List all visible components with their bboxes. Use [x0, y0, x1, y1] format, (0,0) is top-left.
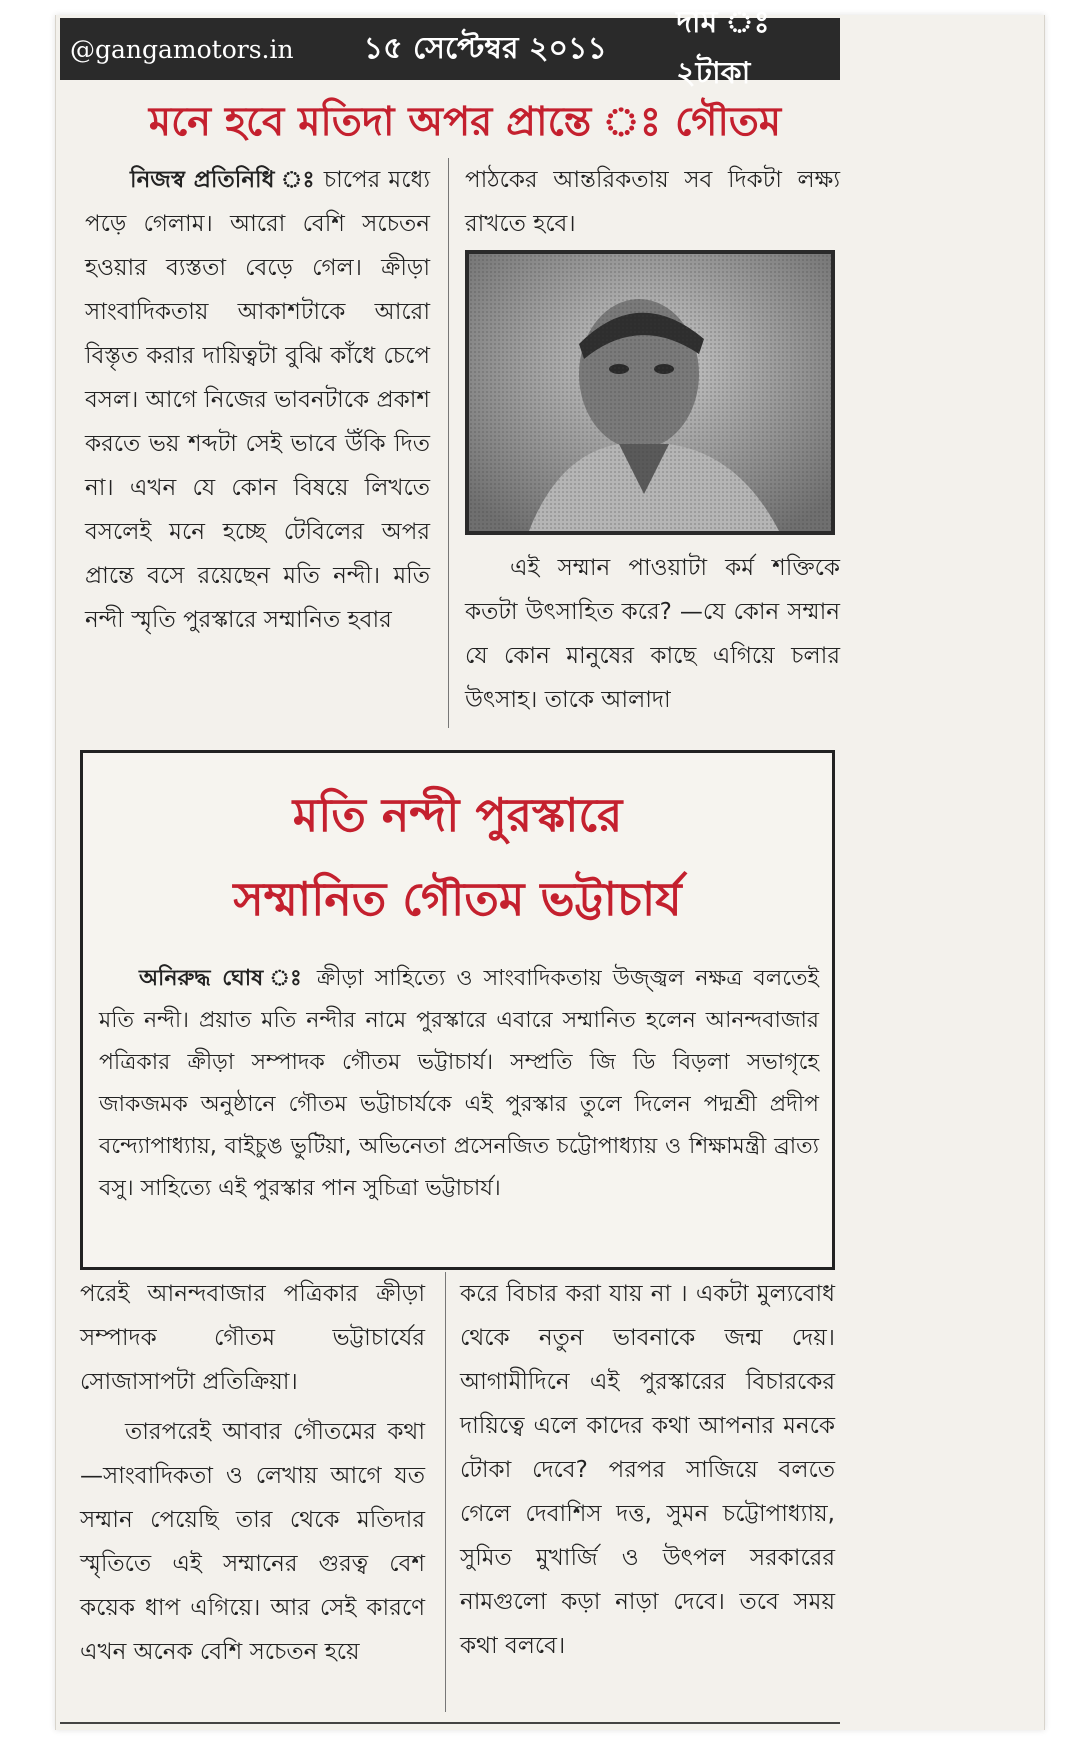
article-column-2-top-text: পাঠকের আন্তরিকতায় সব দিকটা লক্ষ্য রাখতে হবে। — [465, 167, 840, 237]
boxed-headline-line-2: সম্মানিত গৌতম ভট্টাচার্য — [233, 872, 682, 926]
portrait-photo — [465, 250, 835, 535]
column-divider — [448, 158, 449, 728]
article-column-1-text: চাপের মধ্যে পড়ে গেলাম। আরো বেশি সচেতন হওয়ার ব্যস্ততা বেড়ে গেল। ক্রীড়া সাংবাদিকতায় আকাশটাকে আরো বিস্তৃত করার দায়িত্বটা বুঝি কাঁধে চেপে বসল। আগে নিজের ভাবনটাকে প্রকাশ করতে ভয় শব্দটা সেই ভাবে উঁকি দিত না। এখন যে কোন বিষয়ে লিখতে বসলেই মনে হচ্ছে টেবিলের অপর প্রান্তে বসে রয়েছেন মতি নন্দী। মতি নন্দী স্মৃতি পুরস্কারে সম্মানিত হবার — [85, 167, 430, 633]
article-column-3-para-1: পরেই আনন্দবাজার পত্রিকার ক্রীড়া সম্পাদক গৌতম ভট্টাচার্যের সোজাসাপটা প্রতিক্রিয়া। — [80, 1281, 425, 1395]
boxed-headline-line-1: মতি নন্দী পুরস্কারে — [292, 788, 623, 842]
bottom-rule — [60, 1722, 840, 1724]
article-column-3-para-2: তারপরেই আবার গৌতমের কথা—সাংবাদিকতা ও লেখায় আগে যত সম্মান পেয়েছি তার থেকে মতিদার স্মৃতিতে এই সম্মানের গুরত্ব বেশ কয়েক ধাপ এগিয়ে। আর সেই কারণে এখন অনেক বেশি সচেতন হয়ে — [80, 1419, 425, 1665]
article-column-3 — [80, 1272, 425, 1674]
masthead-price: দাম ঃ ২টাকা — [676, 5, 770, 91]
portrait-photo-image — [469, 254, 831, 531]
boxed-article-text: ক্রীড়া সাহিত্যে ও সাংবাদিকতায় উজ্জ্বল নক্ষত্র বলতেই মতি নন্দী। প্রয়াত মতি নন্দীর নামে পুরস্কারে এবারে সম্মানিত হলেন আনন্দবাজার পত্রিকার ক্রীড়া সম্পাদক গৌতম ভট্টাচার্য। সম্প্রতি জি ডি বিড়লা সভাগৃহে জাকজমক অনুষ্ঠানে গৌতম ভট্টাচার্যকে এই পুরস্কার তুলে দিলেন পদ্মশ্রী প্রদীপ বন্দ্যোপাধ্যায়, বাইচুঙ ভুটিয়া, অভিনেতা প্রসেনজিত চট্টোপাধ্যায় ও শিক্ষামন্ত্রী ব্রাত্য বসু। সাহিত্যে এই পুরস্কার পান সুচিত্রা ভট্টাচার্য। — [99, 966, 819, 1201]
boxed-article-body — [99, 958, 819, 1210]
article-column-4-text: করে বিচার করা যায় না । একটা মুল্যবোধ থেকে নতুন ভাবনাকে জন্ম দেয়। আগামীদিনে এই পুরস্কারের বিচারকের দায়িত্বে এলে কাদের কথা আপনার মনকে টোকা দেবে? পরপর সাজিয়ে বলতে গেলে দেবাশিস দত্ত, সুমন চট্টোপাধ্যায়, সুমিত মুখার্জি ও উৎপল সরকারের নামগুলো কড়া নাড়া দেবে। তবে সময় কথা বলবে। — [460, 1281, 835, 1659]
article-column-2-bottom-text: এই সম্মান পাওয়াটা কর্ম শক্তিকে কতটা উৎসাহিত করে? —যে কোন সম্মান যে কোন মানুষের কাছে এগিয়ে চলার উৎসাহ। তাকে আলাদা — [465, 555, 840, 713]
masthead-date: ১৫ সেপ্টেম্বর ২০১১ — [363, 30, 607, 66]
article-column-2-bottom — [465, 546, 840, 722]
masthead-site: @gangamotors.in — [70, 34, 294, 64]
boxed-article — [80, 750, 835, 1270]
article-byline: নিজস্ব প্রতিনিধি ঃ — [130, 167, 316, 193]
column-divider-lower — [445, 1272, 446, 1712]
masthead — [60, 5, 840, 91]
article-column-1 — [85, 158, 430, 642]
article-headline: মনে হবে মতিদা অপর প্রান্তে ঃ গৌতম — [148, 99, 782, 145]
article-column-2-top — [465, 158, 840, 246]
boxed-article-byline: অনিরুদ্ধ ঘোষ ঃ — [139, 966, 306, 991]
article-column-4 — [460, 1272, 835, 1668]
